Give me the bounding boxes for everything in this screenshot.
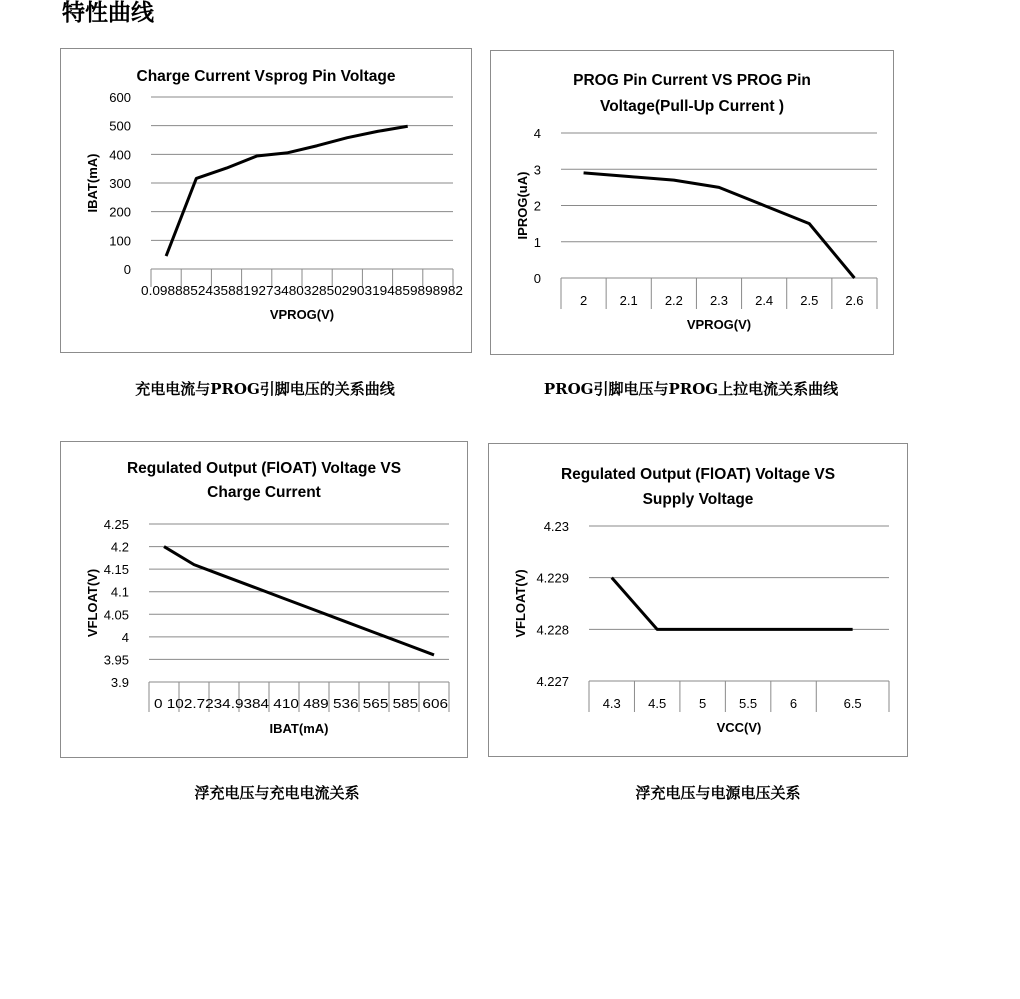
x-tick-label: 6.5 bbox=[843, 696, 862, 711]
y-tick-label: 2 bbox=[533, 198, 541, 214]
y-tick-label: 4.227 bbox=[536, 674, 569, 689]
x-tick-label: 2 bbox=[579, 293, 588, 308]
y-tick-label: 100 bbox=[109, 233, 131, 249]
y-tick-label: 4.1 bbox=[110, 584, 129, 600]
x-tick-labels: 0.09888524358819273480328502903194859898982 bbox=[141, 283, 463, 298]
chart-1-svg bbox=[61, 49, 471, 352]
chart-4-svg bbox=[489, 444, 907, 756]
y-tick-label: 1 bbox=[533, 234, 541, 250]
caption-chart-2: PROG引脚电压与PROG上拉电流关系曲线 bbox=[543, 380, 839, 398]
x-tick-label: 2.6 bbox=[845, 293, 864, 308]
chart-charge-current-vs-vprog bbox=[60, 48, 472, 353]
x-tick-label: 2.3 bbox=[709, 293, 729, 308]
y-tick-label: 0 bbox=[533, 271, 541, 286]
y-tick-label: 4.228 bbox=[536, 622, 569, 638]
chart-title: Charge Current Vsprog Pin Voltage bbox=[136, 68, 396, 85]
x-tick-labels: 0 102.7234.9384 410 489 536 565 585 606 bbox=[154, 696, 448, 711]
y-tick-label: 4 bbox=[533, 126, 541, 141]
x-axis-label: IBAT(mA) bbox=[269, 721, 329, 736]
x-tick-label: 5.5 bbox=[739, 696, 758, 711]
y-axis-label: IBAT(mA) bbox=[85, 153, 100, 213]
x-tick-label: 6 bbox=[789, 696, 798, 711]
y-tick-label: 4.05 bbox=[103, 607, 129, 623]
x-tick-label: 4.5 bbox=[648, 696, 667, 711]
y-tick-label: 4.15 bbox=[103, 562, 129, 578]
y-tick-label: 400 bbox=[109, 147, 131, 163]
y-tick-label: 4.23 bbox=[543, 519, 569, 534]
y-tick-label: 3 bbox=[533, 162, 541, 178]
chart-title: Regulated Output (FlOAT) Voltage VS bbox=[126, 460, 402, 477]
chart-float-vs-supply bbox=[488, 443, 908, 757]
y-tick-label: 3.9 bbox=[110, 675, 129, 690]
series-line bbox=[584, 173, 855, 278]
y-tick-label: 500 bbox=[109, 118, 131, 134]
caption-chart-3: 浮充电压与充电电流关系 bbox=[194, 784, 360, 802]
chart-title: Regulated Output (FlOAT) Voltage VS bbox=[560, 466, 836, 483]
y-axis-label: VFLOAT(V) bbox=[513, 569, 528, 638]
y-tick-label: 600 bbox=[109, 90, 131, 105]
y-tick-label: 4.229 bbox=[536, 570, 569, 586]
x-tick-label: 4.3 bbox=[602, 696, 621, 711]
caption-chart-4: 浮充电压与电源电压关系 bbox=[635, 784, 801, 802]
y-axis-label: VFLOAT(V) bbox=[85, 568, 100, 638]
chart-prog-current-vs-voltage bbox=[490, 50, 894, 355]
chart-title: Charge Current bbox=[207, 484, 321, 501]
y-tick-label: 4.25 bbox=[103, 517, 129, 532]
x-tick-label: 2.1 bbox=[619, 293, 638, 308]
x-tick-label: 2.2 bbox=[664, 293, 683, 308]
x-tick-label: 2.5 bbox=[800, 293, 819, 308]
series-line bbox=[166, 126, 408, 256]
y-tick-label: 300 bbox=[109, 176, 131, 191]
y-axis-label: IPROG(uA) bbox=[515, 171, 530, 240]
series-line bbox=[612, 578, 853, 630]
series-line bbox=[164, 547, 434, 655]
chart-float-vs-charge-current bbox=[60, 441, 468, 758]
chart-2-svg bbox=[491, 51, 893, 354]
chart-title: Voltage(Pull-Up Current ) bbox=[600, 98, 784, 115]
x-axis-label: VPROG(V) bbox=[269, 307, 335, 322]
y-tick-label: 0 bbox=[123, 262, 131, 277]
chart-3-svg bbox=[61, 442, 467, 757]
x-tick-label: 5 bbox=[699, 696, 707, 711]
y-tick-label: 3.95 bbox=[103, 652, 129, 668]
caption-chart-1: 充电电流与PROG引脚电压的关系曲线 bbox=[135, 380, 395, 398]
x-tick-label: 2.4 bbox=[755, 293, 774, 308]
y-tick-label: 4 bbox=[121, 629, 129, 645]
x-axis-label: VCC(V) bbox=[716, 720, 762, 735]
chart-title: Supply Voltage bbox=[642, 491, 754, 508]
x-axis-label: VPROG(V) bbox=[686, 317, 752, 332]
y-tick-label: 200 bbox=[109, 204, 131, 220]
y-tick-label: 4.2 bbox=[110, 539, 129, 555]
section-title: 特性曲线 bbox=[62, 0, 154, 26]
chart-title: PROG Pin Current VS PROG Pin bbox=[573, 72, 811, 89]
